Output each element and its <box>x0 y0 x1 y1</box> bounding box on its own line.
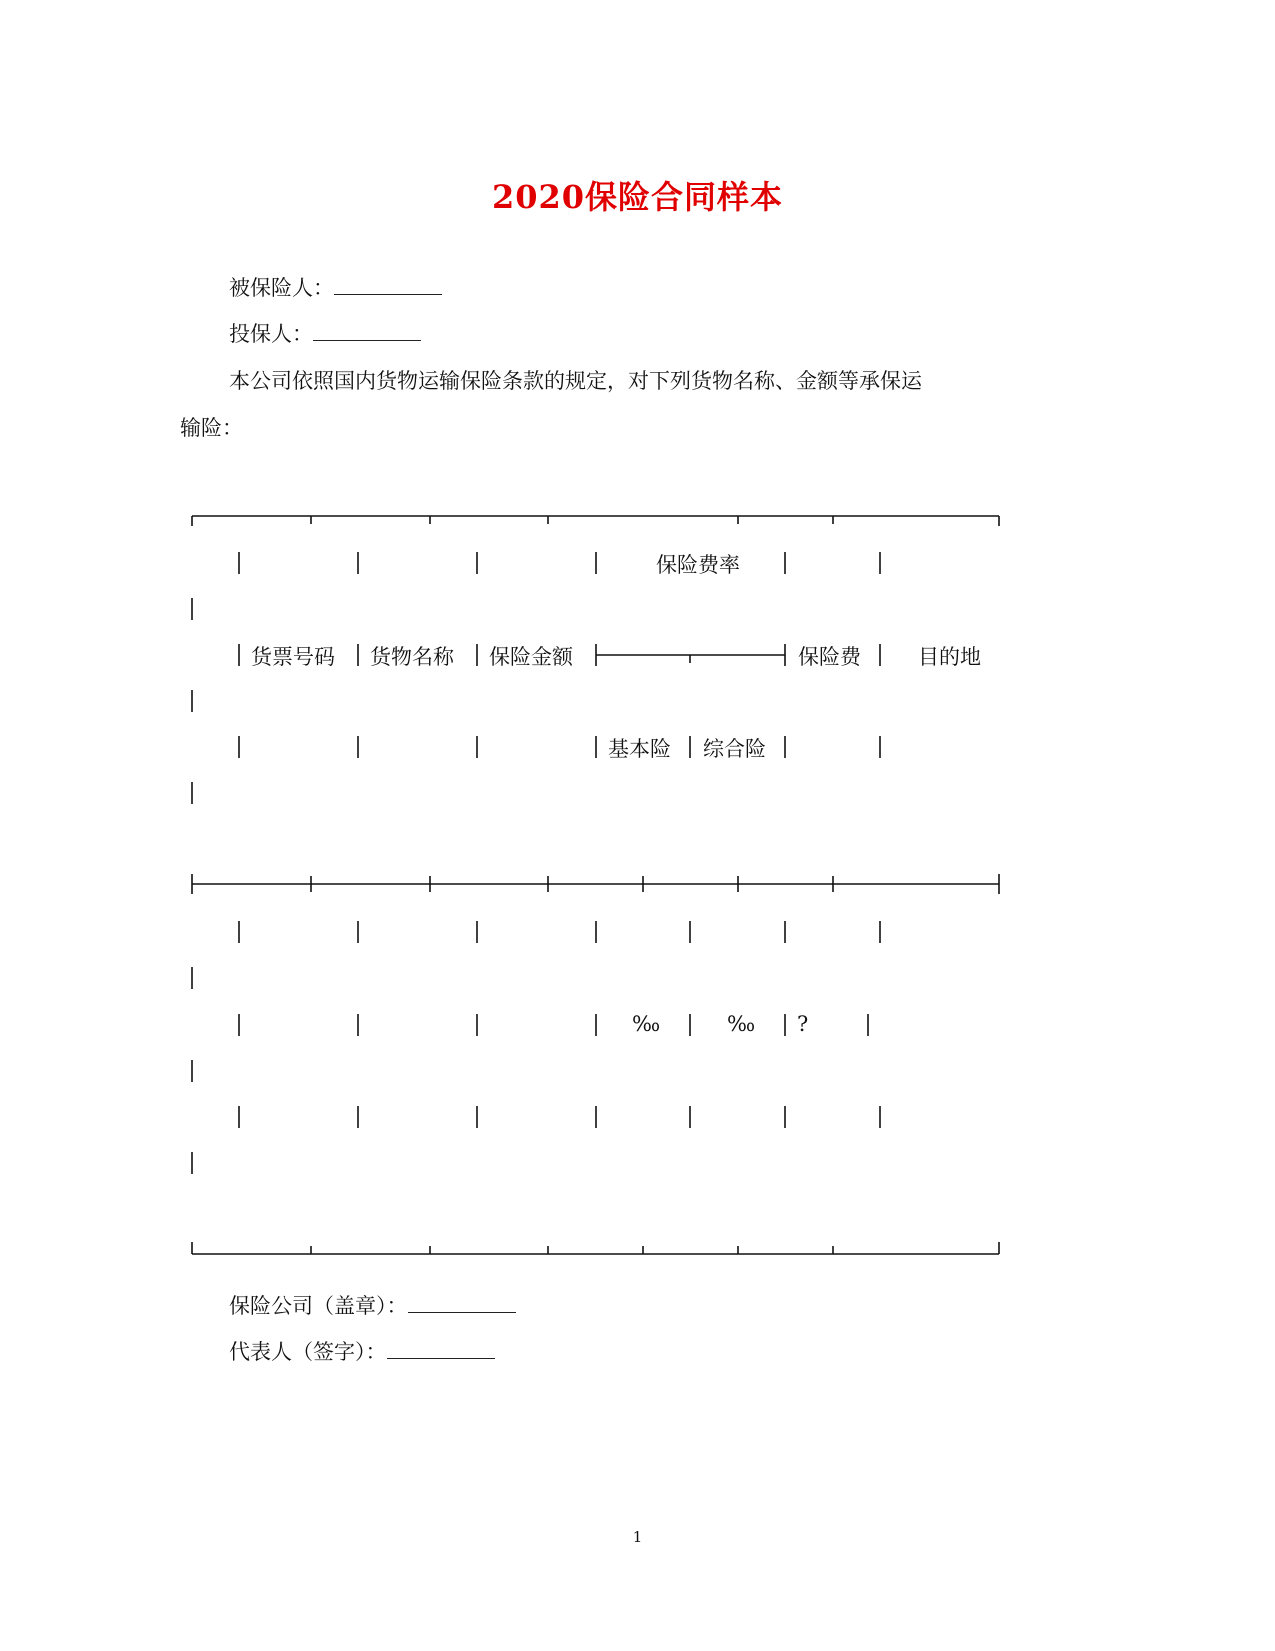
premium-mark: ? <box>797 1012 809 1036</box>
applicant-label: 投保人： <box>229 322 313 346</box>
page-number: 1 <box>632 1528 643 1546</box>
header-destination: 目的地 <box>918 645 981 669</box>
company-blank[interactable] <box>408 1294 516 1313</box>
representative-blank[interactable] <box>387 1340 495 1359</box>
basic-rate-unit: ‰ <box>632 1012 661 1036</box>
document-title: 2020保险合同样本 <box>491 178 784 216</box>
header-premium-rate: 保险费率 <box>656 553 740 577</box>
insured-label: 被保险人： <box>229 276 334 300</box>
intro-line-2: 输险： <box>180 416 243 440</box>
intro-line-1: 本公司依照国内货物运输保险条款的规定，对下列货物名称、金额等承保运 <box>229 369 922 393</box>
representative-line <box>229 1336 495 1366</box>
comprehensive-rate-unit: ‰ <box>727 1012 756 1036</box>
header-premium: 保险费 <box>798 645 861 669</box>
header-goods-name: 货物名称 <box>370 645 454 669</box>
header-invoice-no: 货票号码 <box>251 645 335 669</box>
header-insured-amount: 保险金额 <box>489 645 573 669</box>
representative-label: 代表人（签字）： <box>229 1340 387 1364</box>
header-comprehensive: 综合险 <box>703 737 766 761</box>
company-label: 保险公司（盖章）： <box>229 1294 408 1318</box>
header-basic: 基本险 <box>608 737 671 761</box>
company-line <box>229 1290 516 1320</box>
